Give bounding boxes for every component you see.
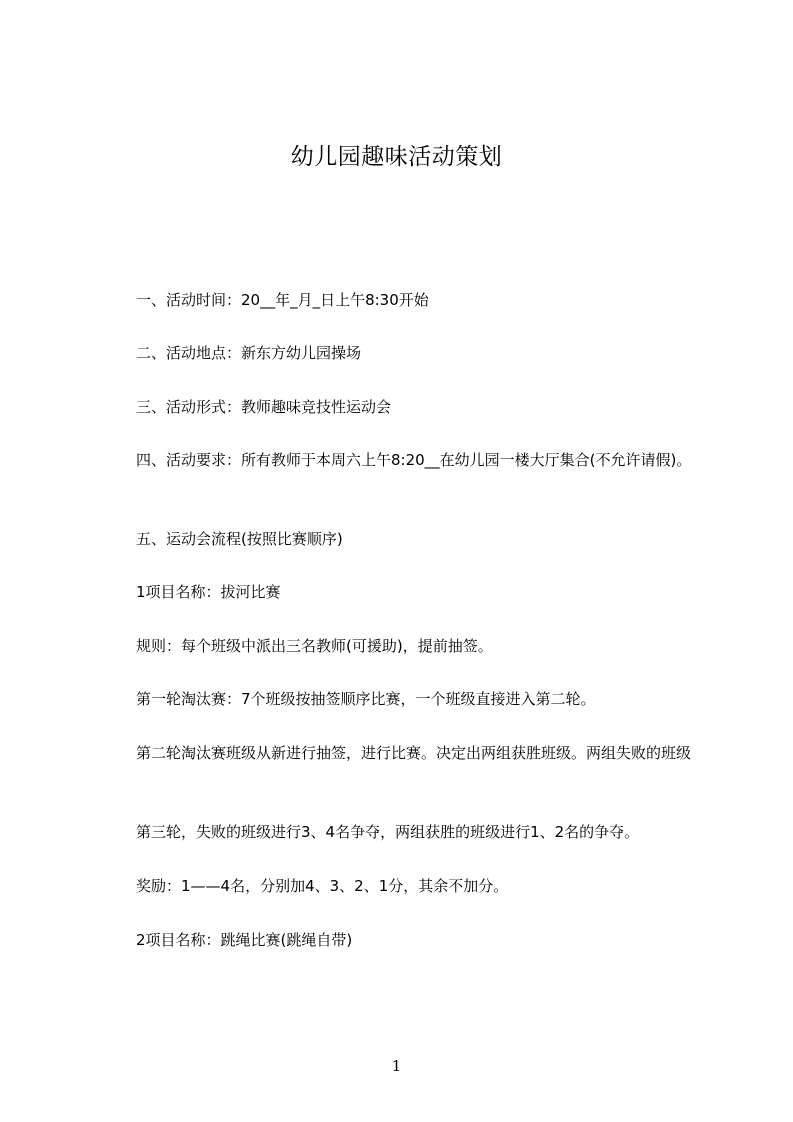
paragraph-item-2-name: 2项目名称：跳绳比赛(跳绳自带) [136,931,353,949]
document-title: 幼儿园趣味活动策划 [290,144,503,170]
page-number: 1 [391,1057,402,1075]
paragraph-round-1: 第一轮淘汰赛：7个班级按抽签顺序比赛，一个班级直接进入第二轮。 [136,690,596,708]
paragraph-sports-meet-flow: 五、运动会流程(按照比赛顺序) [136,530,343,548]
paragraph-activity-requirements: 四、活动要求：所有教师于本周六上午8:20__在幼儿园一楼大厅集合(不允许请假)。 [136,451,692,469]
paragraph-round-2: 第二轮淘汰赛班级从新进行抽签，进行比赛。决定出两组获胜班级。两组失败的班级 [136,744,692,762]
paragraph-activity-location: 二、活动地点：新东方幼儿园操场 [136,344,362,362]
paragraph-rewards: 奖励：1——4名，分别加4、3、2、1分，其余不加分。 [136,877,509,895]
paragraph-activity-format: 三、活动形式：教师趣味竞技性运动会 [136,398,392,416]
paragraph-rules: 规则：每个班级中派出三名教师(可援助)，提前抽签。 [136,637,493,655]
paragraph-item-1-name: 1项目名称：拔河比赛 [136,583,281,601]
paragraph-activity-time: 一、活动时间：20__年_月_日上午8:30开始 [136,291,429,309]
paragraph-round-3: 第三轮，失败的班级进行3、4名争夺，两组获胜的班级进行1、2名的争夺。 [136,823,640,841]
